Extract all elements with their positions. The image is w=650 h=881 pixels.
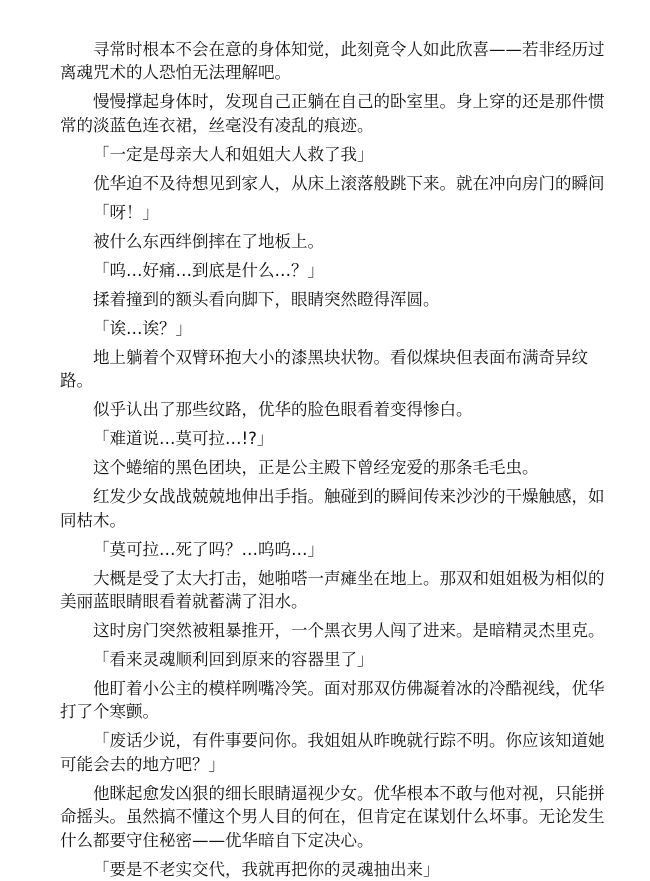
paragraph-11: 这时房门突然被粗暴推开，一个黑衣男人闯了进来。是暗精灵杰里克。 <box>93 621 605 641</box>
paragraph-5: 揉着撞到的额头看向脚下，眼睛突然瞪得浑圆。 <box>93 289 440 309</box>
paragraph-3: 优华迫不及待想见到家人，从床上滚落般跳下来。就在冲向房门的瞬间 <box>93 173 605 193</box>
paragraph-7: 似乎认出了那些纹路，优华的脸色眼看着变得惨白。 <box>93 400 473 420</box>
dialogue-5: 「难道说…莫可拉…!?」 <box>93 429 274 449</box>
dialogue-8: 「废话少说，有件事要问你。我姐姐从昨晚就行踪不明。你应该知道她可能会去的地方吧？」 <box>60 731 605 774</box>
paragraph-10: 大概是受了太大打击，她啪嗒一声瘫坐在地上。那双和姐姐极为相似的美丽蓝眼睛眼看着就蓄满了泪水。 <box>60 568 605 612</box>
paragraph-1: 寻常时根本不会在意的身体知觉，此刻竟令人如此欣喜——若非经历过离魂咒术的人恐怕无法理解吧。 <box>60 40 605 83</box>
document-page <box>60 38 608 881</box>
paragraph-6: 地上躺着个双臂环抱大小的漆黑块状物。看似煤块但表面布满奇异纹路。 <box>60 347 588 391</box>
paragraph-4: 被什么东西绊倒摔在了地板上。 <box>93 231 324 251</box>
dialogue-2: 「呀！」 <box>93 202 159 222</box>
paragraph-8: 这个蜷缩的黑色团块，正是公主殿下曾经宠爱的那条毛毛虫。 <box>93 458 539 478</box>
paragraph-9: 红发少女战战兢兢地伸出手指。触碰到的瞬间传来沙沙的干燥触感，如同枯木。 <box>60 487 605 530</box>
paragraph-2: 慢慢撑起身体时，发现自己正躺在自己的卧室里。身上穿的还是那件惯常的淡蓝色连衣裙，丝毫没有凌乱的痕迹。 <box>60 92 605 135</box>
dialogue-1: 「一定是母亲大人和姐姐大人救了我」 <box>93 144 374 164</box>
dialogue-7: 「看来灵魂顺利回到原来的容器里了」 <box>93 650 374 670</box>
dialogue-4: 「诶…诶？」 <box>93 318 192 338</box>
paragraph-12: 他盯着小公主的模样咧嘴冷笑。面对那双仿佛凝着冰的冷酷视线，优华打了个寒颤。 <box>60 679 605 722</box>
dialogue-9: 「要是不老实交代，我就再把你的灵魂抽出来」 <box>93 859 440 879</box>
dialogue-3: 「呜…好痛…到底是什么…？」 <box>93 260 324 280</box>
dialogue-6: 「莫可拉…死了吗？…呜呜…」 <box>93 539 324 559</box>
paragraph-13: 他眯起愈发凶狠的细长眼睛逼视少女。优华根本不敢与他对视，只能拼命摇头。虽然搞不懂这个男人目的何在，但肯定在谋划什么坏事。无论发生什么都要守住秘密——优华暗自下定决心。 <box>60 783 605 850</box>
